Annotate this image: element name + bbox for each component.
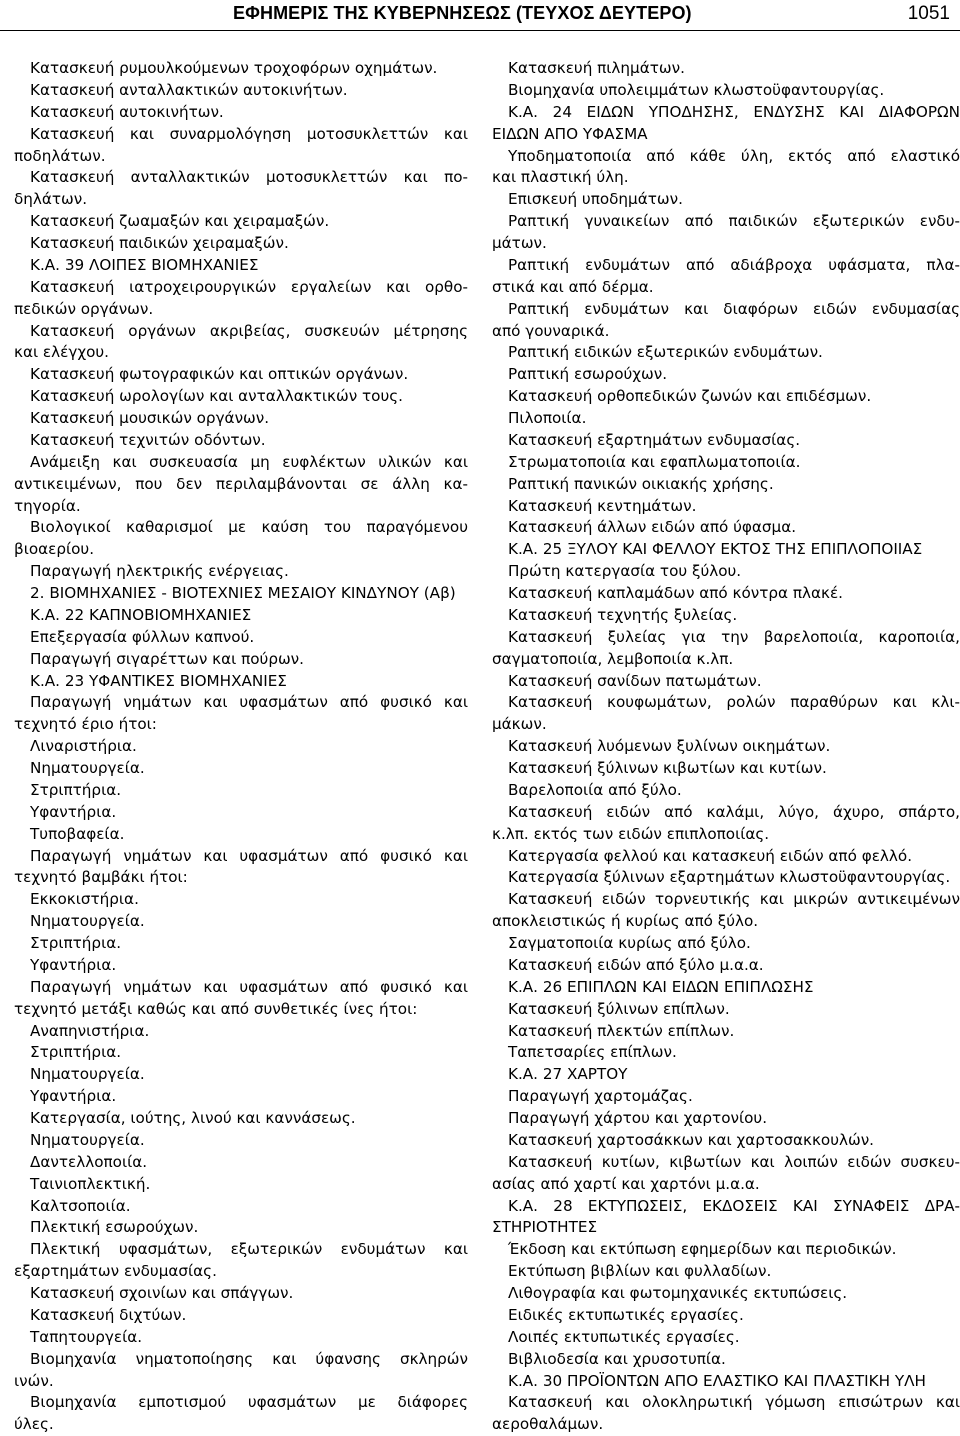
- text-line: Κατεργασία ξύλινων εξαρτημάτων κλωστοϋφαντουργίας.: [508, 868, 951, 887]
- text-line: Στρωματοποιία και εφαπλωματοποιία.: [508, 452, 801, 471]
- text-line: Πλεκτική εσωρούχων.: [30, 1218, 199, 1237]
- text-line: Κ.Α. 27 ΧΑΡΤΟΥ: [508, 1065, 628, 1084]
- text-line: Κ.Α. 30 ΠΡΟΪΟΝΤΩΝ ΑΠΟ ΕΛΑΣΤΙΚΟ ΚΑΙ ΠΛΑΣΤΙΚΗ ΥΛΗ: [508, 1371, 926, 1390]
- text-line: Κατασκευή πλεκτών επίπλων.: [508, 1021, 735, 1040]
- text-line: Υποδηματοποιία από κάθε ύλη, εκτός από ελαστικό: [508, 146, 960, 165]
- text-line: μάκων.: [492, 715, 547, 734]
- text-line: Κατεργασία φελλού και κατασκευή ειδών από φελλό.: [508, 846, 913, 865]
- text-line: Κατασκευή σχοινίων και σπάγγων.: [30, 1284, 294, 1302]
- page-number: 1051: [907, 3, 950, 24]
- text-line: ΣΤΗΡΙΟΤΗΤΕΣ: [492, 1218, 598, 1237]
- text-line: Παραγωγή ηλεκτρικής ενέργειας.: [30, 562, 289, 581]
- page-header: [0, 0, 960, 30]
- text-line: Λιθογραφία και φωτομηχανικές εκτυπώσεις.: [508, 1284, 848, 1302]
- text-line: πεδικών οργάνων.: [14, 299, 154, 318]
- text-line: Κατασκευή ιατροχειρουργικών εργαλείων και ορθο-: [30, 277, 468, 296]
- text-line: στικά και από δέρμα.: [492, 277, 654, 296]
- text-line: Ταπετσαρίες επίπλων.: [508, 1043, 677, 1062]
- text-line: Κατασκευή ζωαμαξών και χειραμαξών.: [30, 212, 330, 231]
- text-line: Νηματουργεία.: [30, 912, 145, 931]
- text-line: Κατασκευή καπλαμάδων από κόντρα πλακέ.: [508, 584, 844, 602]
- text-line: αποκλειστικώς ή κυρίως από ξύλο.: [492, 912, 759, 931]
- text-line: Κατασκευή ωρολογίων και ανταλλακτικών τους.: [30, 387, 403, 406]
- text-line: Κατασκευή μουσικών οργάνων.: [30, 409, 270, 427]
- text-line: Στριπτήρια.: [30, 780, 122, 799]
- text-line: Βιβλιοδεσία και χρυσοτυπία.: [508, 1349, 726, 1368]
- text-line: Επεξεργασία φύλλων καπνού.: [30, 627, 255, 646]
- text-line: δηλάτων.: [14, 190, 88, 209]
- text-line: Ραπτική ειδικών εξωτερικών ενδυμάτων.: [508, 343, 823, 362]
- text-line: τεχνητό μετάξι καθώς και από συνθετικές ίνες ήτοι:: [14, 999, 418, 1018]
- text-line: Έκδοση και εκτύπωση εφημερίδων και περιοδικών.: [508, 1240, 897, 1259]
- text-line: Κατασκευή λυόμενων ξυλίνων οικημάτων.: [508, 737, 831, 756]
- text-line: από γουναρικά.: [492, 321, 610, 340]
- text-line: ινών.: [14, 1371, 54, 1390]
- text-line: Ραπτική ενδυμάτων και διαφόρων ειδών ενδυμασίας: [508, 299, 960, 318]
- text-line: Κατασκευή κουφωμάτων, ρολών παραθύρων και κλι-: [508, 693, 960, 712]
- text-line: Κατασκευή ξύλινων κιβωτίων και κυτίων.: [508, 759, 827, 777]
- text-line: βιοαερίου.: [14, 540, 95, 559]
- text-line: Κ.Α. 39 ΛΟΙΠΕΣ ΒΙΟΜΗΧΑΝΙΕΣ: [30, 255, 259, 274]
- text-line: Ραπτική γυναικείων από παιδικών εξωτερικών ενδυ-: [508, 212, 960, 231]
- text-line: Κατασκευή παιδικών χειραμαξών.: [30, 234, 289, 252]
- text-line: Κατασκευή άλλων ειδών από ύφασμα.: [508, 518, 797, 537]
- text-line: Σαγματοποιία κυρίως από ξύλο.: [508, 934, 751, 952]
- text-line: Ταπητουργεία.: [30, 1327, 143, 1346]
- text-line: Κ.Α. 28 ΕΚΤΥΠΩΣΕΙΣ, ΕΚΔΟΣΕΙΣ ΚΑΙ ΣΥΝΑΦΕΙΣ ΔΡΑ-: [508, 1196, 960, 1215]
- text-line: Παραγωγή χαρτομάζας.: [508, 1087, 693, 1106]
- text-line: Κ.Α. 22 ΚΑΠΝΟΒΙΟΜΗΧΑΝΙΕΣ: [30, 605, 252, 624]
- text-line: Πιλοποιία.: [508, 409, 587, 427]
- text-line: τηγορία.: [14, 496, 81, 515]
- text-line: Κ.Α. 24 ΕΙΔΩΝ ΥΠΟΔΗΣΗΣ, ΕΝΔΥΣΗΣ ΚΑΙ ΔΙΑΦΟΡΩΝ: [508, 102, 960, 121]
- right-column: [492, 58, 960, 1436]
- text-line: Βαρελοποιία από ξύλο.: [508, 780, 682, 799]
- text-line: Παραγωγή χάρτου και χαρτονίου.: [508, 1109, 768, 1127]
- text-line: Εκκοκιστήρια.: [30, 890, 139, 909]
- text-line: Λοιπές εκτυπωτικές εργασίες.: [508, 1327, 740, 1346]
- text-line: ασίας από χαρτί και χαρτόνι μ.α.α.: [492, 1174, 760, 1193]
- text-line: Κατασκευή ανταλλακτικών μοτοσυκλεττών και πο-: [30, 168, 468, 187]
- text-line: Βιομηχανία υπολειμμάτων κλωστοϋφαντουργίας.: [508, 80, 885, 99]
- text-line: Κατασκευή οργάνων ακριβείας, συσκευών μέτρησης: [30, 321, 468, 340]
- text-line: Στριπτήρια.: [30, 934, 122, 952]
- text-line: Λιναριστήρια.: [30, 737, 137, 756]
- text-line: Ειδικές εκτυπωτικές εργασίες.: [508, 1305, 744, 1324]
- gazette-title: ΕΦΗΜΕΡΙΣ ΤΗΣ ΚΥΒΕΡΝΗΣΕΩΣ (ΤΕΥΧΟΣ ΔΕΥΤΕΡΟ): [233, 3, 692, 23]
- text-line: κ.λπ. εκτός των ειδών επιπλοποιίας.: [492, 824, 770, 843]
- text-line: Κατασκευή κεντημάτων.: [508, 496, 697, 515]
- text-line: Παραγωγή νημάτων και υφασμάτων από φυσικό και: [30, 977, 468, 996]
- text-line: Παραγωγή νημάτων και υφασμάτων από φυσικό και: [30, 846, 468, 865]
- text-line: Υφαντήρια.: [30, 955, 117, 974]
- text-line: Στριπτήρια.: [30, 1043, 122, 1062]
- text-line: Κ.Α. 26 ΕΠΙΠΛΩΝ ΚΑΙ ΕΙΔΩΝ ΕΠΙΠΛΩΣΗΣ: [508, 977, 814, 996]
- text-line: Κατασκευή και ολοκληρωτική γόμωση επισώτρων και: [508, 1393, 960, 1412]
- text-line: Ραπτική εσωρούχων.: [508, 365, 668, 384]
- text-line: Κατασκευή ειδών από ξύλο μ.α.α.: [508, 955, 764, 974]
- text-line: Εκτύπωση βιβλίων και φυλλαδίων.: [508, 1262, 772, 1281]
- text-line: Κατασκευή πιλημάτων.: [508, 59, 685, 77]
- text-line: Κατασκευή σανίδων πατωμάτων.: [508, 671, 762, 690]
- left-column: [14, 58, 468, 1436]
- text-line: Καλτσοποιία.: [30, 1196, 131, 1215]
- text-line: Κατασκευή τεχνητής ξυλείας.: [508, 605, 738, 624]
- text-line: Νηματουργεία.: [30, 1065, 145, 1084]
- text-line: Νηματουργεία.: [30, 759, 145, 777]
- text-line: Κατασκευή ξυλείας για την βαρελοποιία, καροποιία,: [508, 627, 960, 646]
- text-line: Κατασκευή ρυμουλκούμενων τροχοφόρων οχημάτων.: [30, 59, 438, 77]
- text-line: 2. ΒΙΟΜΗΧΑΝΙΕΣ - ΒΙΟΤΕΧΝΙΕΣ ΜΕΣΑΙΟΥ ΚΙΝΔΥΝΟΥ (Αβ): [30, 584, 456, 602]
- text-line: Υφαντήρια.: [30, 1087, 117, 1106]
- text-line: Βιομηχανία νηματοποίησης και ύφανσης σκληρών: [30, 1349, 468, 1368]
- text-line: ποδηλάτων.: [14, 146, 106, 165]
- text-line: Υφαντήρια.: [30, 802, 117, 821]
- text-line: Κατασκευή ειδών τορνευτικής και μικρών αντικειμένων: [508, 890, 960, 909]
- text-line: Κατασκευή ξύλινων επίπλων.: [508, 999, 730, 1018]
- text-line: μάτων.: [492, 234, 547, 252]
- text-line: Ανάμειξη και συσκευασία μη ευφλέκτων υλικών και: [30, 452, 468, 471]
- text-line: Βιολογικοί καθαρισμοί με καύση του παραγόμενου: [30, 518, 468, 537]
- text-line: και πλαστική ύλη.: [492, 168, 629, 187]
- text-line: Πρώτη κατεργασία του ξύλου.: [508, 562, 742, 581]
- text-line: ΕΙΔΩΝ ΑΠΟ ΥΦΑΣΜΑ: [492, 124, 648, 143]
- text-line: Ραπτική ενδυμάτων από αδιάβροχα υφάσματα, πλα-: [508, 255, 960, 274]
- text-line: Κατασκευή διχτύων.: [30, 1305, 187, 1324]
- text-line: Κατασκευή ανταλλακτικών αυτοκινήτων.: [30, 80, 348, 99]
- text-line: Ραπτική πανικών οικιακής χρήσης.: [508, 474, 774, 493]
- text-line: Νηματουργεία.: [30, 1130, 145, 1149]
- text-line: Κατασκευή εξαρτημάτων ενδυμασίας.: [508, 430, 801, 449]
- text-line: Αναπηνιστήρια.: [30, 1021, 150, 1040]
- text-line: Κατασκευή χαρτοσάκκων και χαρτοσακκουλών.: [508, 1130, 875, 1149]
- text-line: εξαρτημάτων ενδυμασίας.: [14, 1262, 217, 1281]
- text-line: Κατασκευή κυτίων, κιβωτίων και λοιπών ειδών συσκευ-: [508, 1152, 960, 1171]
- text-line: και ελέγχου.: [14, 343, 110, 362]
- text-line: Κατασκευή φωτογραφικών και οπτικών οργάνων.: [30, 365, 409, 384]
- text-line: Παραγωγή σιγαρέττων και πούρων.: [30, 649, 304, 668]
- text-line: Κ.Α. 25 ΞΥΛΟΥ ΚΑΙ ΦΕΛΛΟΥ ΕΚΤΟΣ ΤΗΣ ΕΠΙΠΛΟΠΟΙΙΑΣ: [508, 540, 923, 559]
- text-line: ύλες.: [14, 1415, 54, 1434]
- text-line: Κ.Α. 23 ΥΦΑΝΤΙΚΕΣ ΒΙΟΜΗΧΑΝΙΕΣ: [30, 671, 287, 690]
- text-line: Κατεργασία, ιούτης, λινού και καννάσεως.: [30, 1109, 356, 1127]
- text-line: Επισκευή υποδημάτων.: [508, 190, 683, 209]
- text-line: Πλεκτική υφασμάτων, εξωτερικών ενδυμάτων και: [30, 1240, 468, 1259]
- text-line: Κατασκευή ειδών από καλάμι, λύγο, άχυρο, σπάρτο,: [508, 802, 960, 821]
- header-rule: [0, 30, 960, 31]
- text-line: Κατασκευή αυτοκινήτων.: [30, 102, 224, 121]
- text-line: τεχνητό βαμβάκι ήτοι:: [14, 868, 188, 887]
- text-line: Κατασκευή και συναρμολόγηση μοτοσυκλεττών και: [30, 124, 468, 143]
- text-line: Κατασκευή τεχνιτών οδόντων.: [30, 430, 266, 449]
- text-line: Τυποβαφεία.: [30, 824, 125, 843]
- text-line: Δαντελλοποιία.: [30, 1152, 148, 1171]
- text-line: Ταινιοπλεκτική.: [30, 1174, 151, 1193]
- text-line: Βιομηχανία εμποτισμού υφασμάτων με διάφορες: [30, 1393, 468, 1412]
- text-line: Παραγωγή νημάτων και υφασμάτων από φυσικό και: [30, 693, 468, 712]
- text-line: σαγματοποιία, λεμβοποιία κ.λπ.: [492, 649, 734, 668]
- text-line: Κατασκευή ορθοπεδικών ζωνών και επιδέσμων.: [508, 387, 872, 406]
- text-line: αντικειμένων, που δεν περιλαμβάνονται σε άλλη κα-: [14, 474, 468, 493]
- text-line: τεχνητό έριο ήτοι:: [14, 715, 157, 734]
- text-line: αεροθαλάμων.: [492, 1415, 604, 1434]
